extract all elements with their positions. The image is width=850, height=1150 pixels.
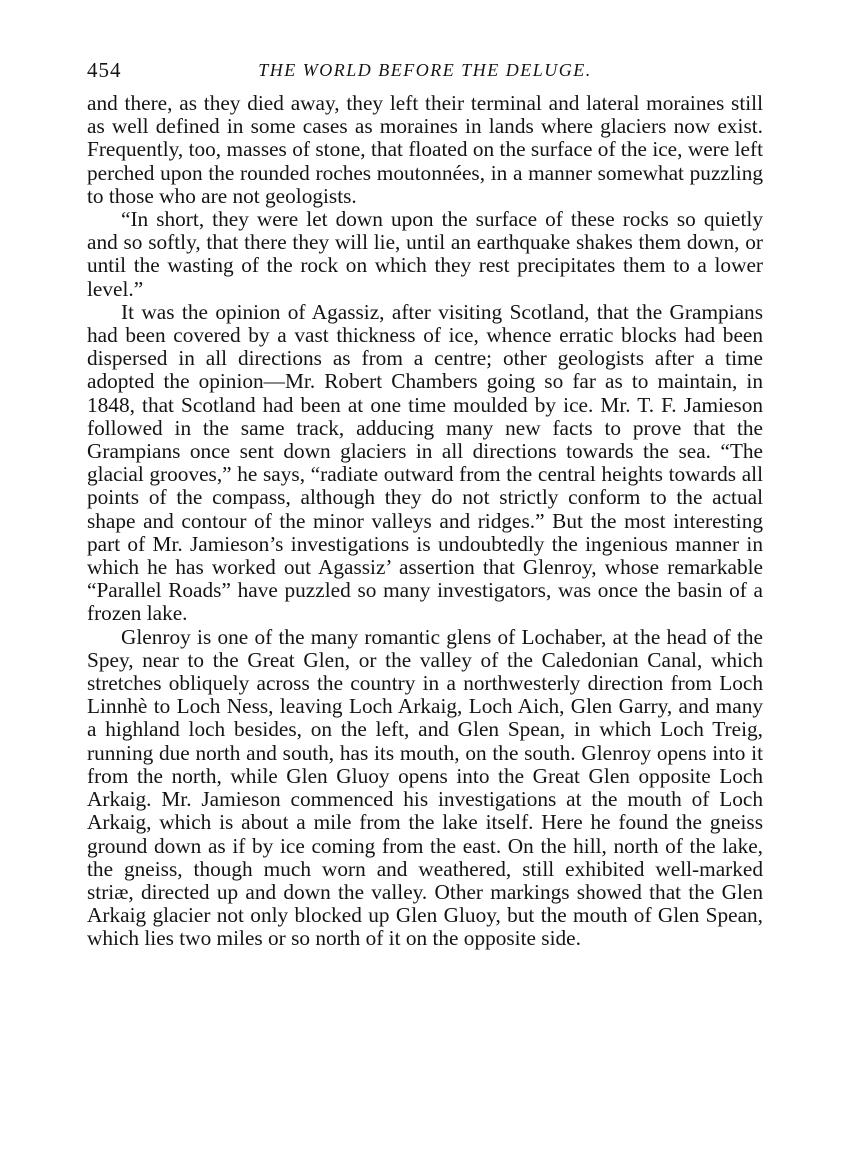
running-title: THE WORLD BEFORE THE DELUGE. xyxy=(258,60,592,80)
paragraph-continuation: and there, as they died away, they left their terminal and lateral moraines still as well defined in some cases as moraines in lands where glaciers now exist. Frequently, too, masses of stone, that floated on the surface of the ice, were left perched upon the rounded roches moutonnées, in a manner somewhat puzzling to those who are not geologists. xyxy=(87,91,763,208)
book-page xyxy=(87,58,763,951)
paragraph-quotation: “In short, they were let down upon the surface of these rocks so quietly and so softly, that there they will lie, until an earthquake shakes them down, or until the wasting of the rock on which they rest precipitates them to a lower level.” xyxy=(87,207,763,301)
running-head xyxy=(87,58,763,92)
page-number: 454 xyxy=(87,58,122,82)
body-text xyxy=(87,92,763,951)
paragraph-glenroy: Glenroy is one of the many romantic glens of Lochaber, at the head of the Spey, near to the Great Glen, or the valley of the Caledonian Canal, which stretches obliquely across the country in a northwesterly direction from Loch Linnhè to Loch Ness, leaving Loch Arkaig, Loch Aich, Glen Garry, and many a highland loch besides, on the left, and Glen Spean, in which Loch Treig, running due north and south, has its mouth, on the south. Glenroy opens into it from the north, while Glen Gluoy opens into the Great Glen opposite Loch Arkaig. Mr. Jamieson commenced his investigations at the mouth of Loch Arkaig, which is about a mile from the lake itself. Here he found the gneiss ground down as if by ice coming from the east. On the hill, north of the lake, the gneiss, though much worn and weathered, still exhibited well-marked striæ, directed up and down the valley. Other markings showed that the Glen Arkaig glacier not only blocked up Glen Gluoy, but the mouth of Glen Spean, which lies two miles or so north of it on the opposite side. xyxy=(87,624,763,951)
paragraph-agassiz-opinion: It was the opinion of Agassiz, after visiting Scotland, that the Grampians had been covered by a vast thickness of ice, whence erratic blocks had been dispersed in all directions as from a centre; other geologists after a time adopted the opinion—Mr. Robert Chambers going so far as to maintain, in 1848, that Scotland had been at one time moulded by ice. Mr. T. F. Jamieson followed in the same track, adducing many new facts to prove that the Grampians once sent down glaciers in all directions towards the sea. “The glacial grooves,” he says, “radiate outward from the central heights towards all points of the compass, although they do not strictly conform to the actual shape and contour of the minor valleys and ridges.” But the most interesting part of Mr. Jamieson’s investigations is undoubtedly the ingenious manner in which he has worked out Agassiz’ assertion that Glenroy, whose remarkable “Parallel Roads” have puzzled so many investigators, was once the basin of a frozen lake. xyxy=(87,299,763,626)
